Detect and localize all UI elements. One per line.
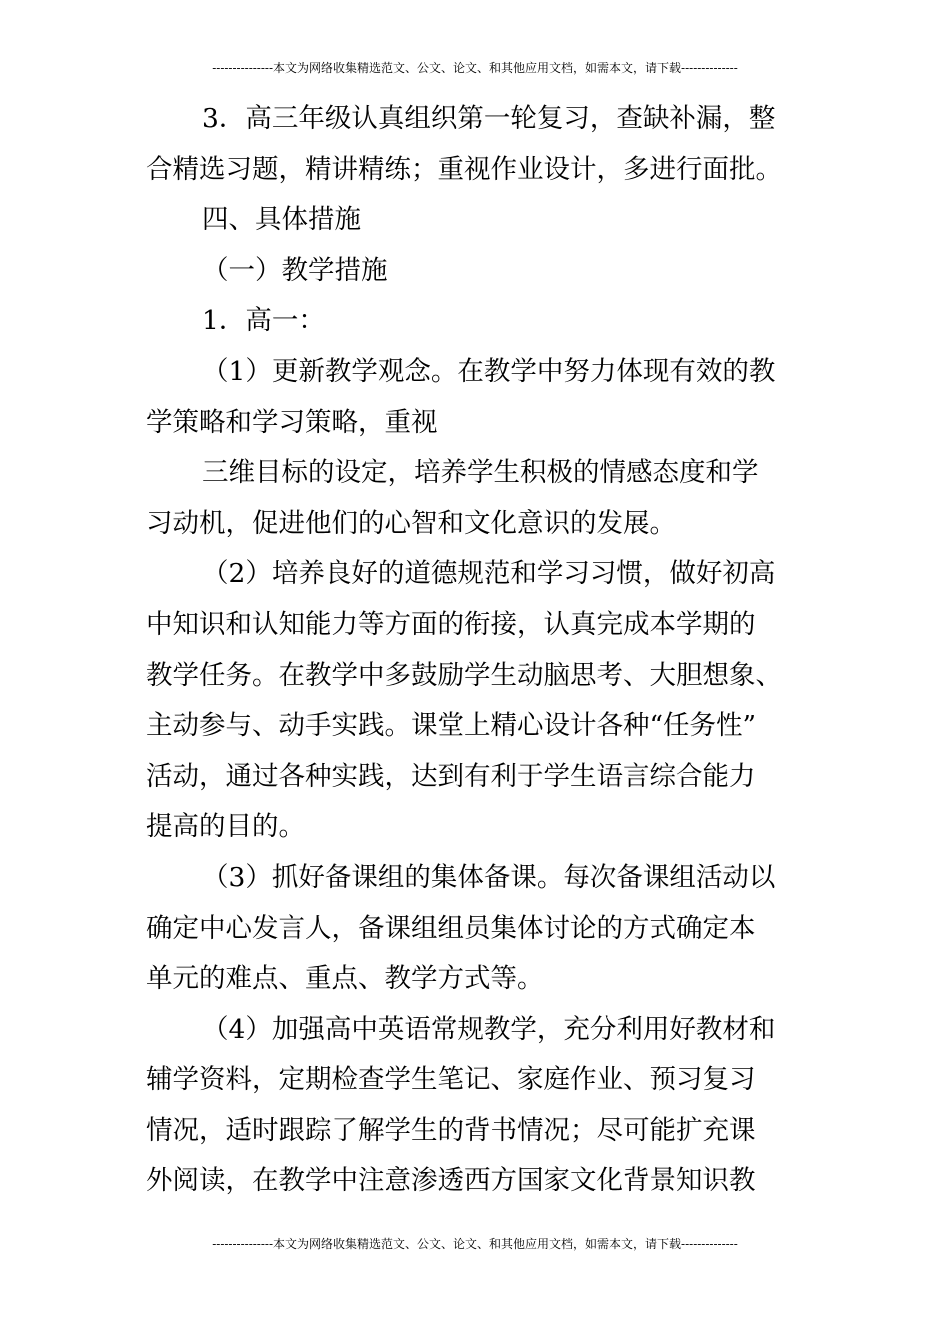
paragraph-line: 教学任务。在教学中多鼓励学生动脑思考、大胆想象、 <box>146 659 782 691</box>
paragraph-line: 三维目标的设定，培养学生积极的情感态度和学 <box>202 457 759 489</box>
subsection-heading: （一）教学措施 <box>202 254 388 286</box>
paragraph-line: 辅学资料，定期检查学生笔记、家庭作业、预习复习 <box>146 1064 756 1096</box>
footer-banner: ---------------本文为网络收集精选范文、公文、论文、和其他应用文档，如需本文，请下载-------------- <box>212 1237 738 1251</box>
paragraph-line: 提高的目的。 <box>146 811 305 843</box>
body-text <box>146 94 812 1207</box>
paragraph-line: 习动机，促进他们的心智和文化意识的发展。 <box>146 507 676 539</box>
paragraph-line: 外阅读，在教学中注意渗透西方国家文化背景知识教 <box>146 1165 756 1197</box>
paragraph-line: 学策略和学习策略，重视 <box>146 406 438 438</box>
paragraph-line: 单元的难点、重点、教学方式等。 <box>146 963 544 995</box>
paragraph-line: 情况，适时跟踪了解学生的背书情况；尽可能扩充课 <box>146 1114 756 1146</box>
paragraph-line: （3）抓好备课组的集体备课。每次备课组活动以 <box>202 861 776 893</box>
paragraph-line: 合精选习题，精讲精练；重视作业设计，多进行面批。 <box>146 153 782 185</box>
paragraph-line: （4）加强高中英语常规教学，充分利用好教材和 <box>202 1013 776 1045</box>
grade-heading: 1．高一： <box>202 305 325 337</box>
paragraph-line: 3．高三年级认真组织第一轮复习，查缺补漏，整 <box>202 103 776 134</box>
paragraph-line: 确定中心发言人，备课组组员集体讨论的方式确定本 <box>146 912 756 944</box>
paragraph-line: 中知识和认知能力等方面的衔接，认真完成本学期的 <box>146 608 756 640</box>
paragraph-line: 活动，通过各种实践，达到有利于学生语言综合能力 <box>146 760 756 792</box>
paragraph-line: （2）培养良好的道德规范和学习习惯，做好初高 <box>202 558 776 590</box>
paragraph-line: （1）更新教学观念。在教学中努力体现有效的教 <box>202 355 776 387</box>
section-heading: 四、具体措施 <box>202 204 361 236</box>
header-banner: ---------------本文为网络收集精选范文、公文、论文、和其他应用文档，如需本文，请下载-------------- <box>212 61 738 75</box>
paragraph-line: 主动参与、动手实践。课堂上精心设计各种“任务性” <box>146 710 757 742</box>
